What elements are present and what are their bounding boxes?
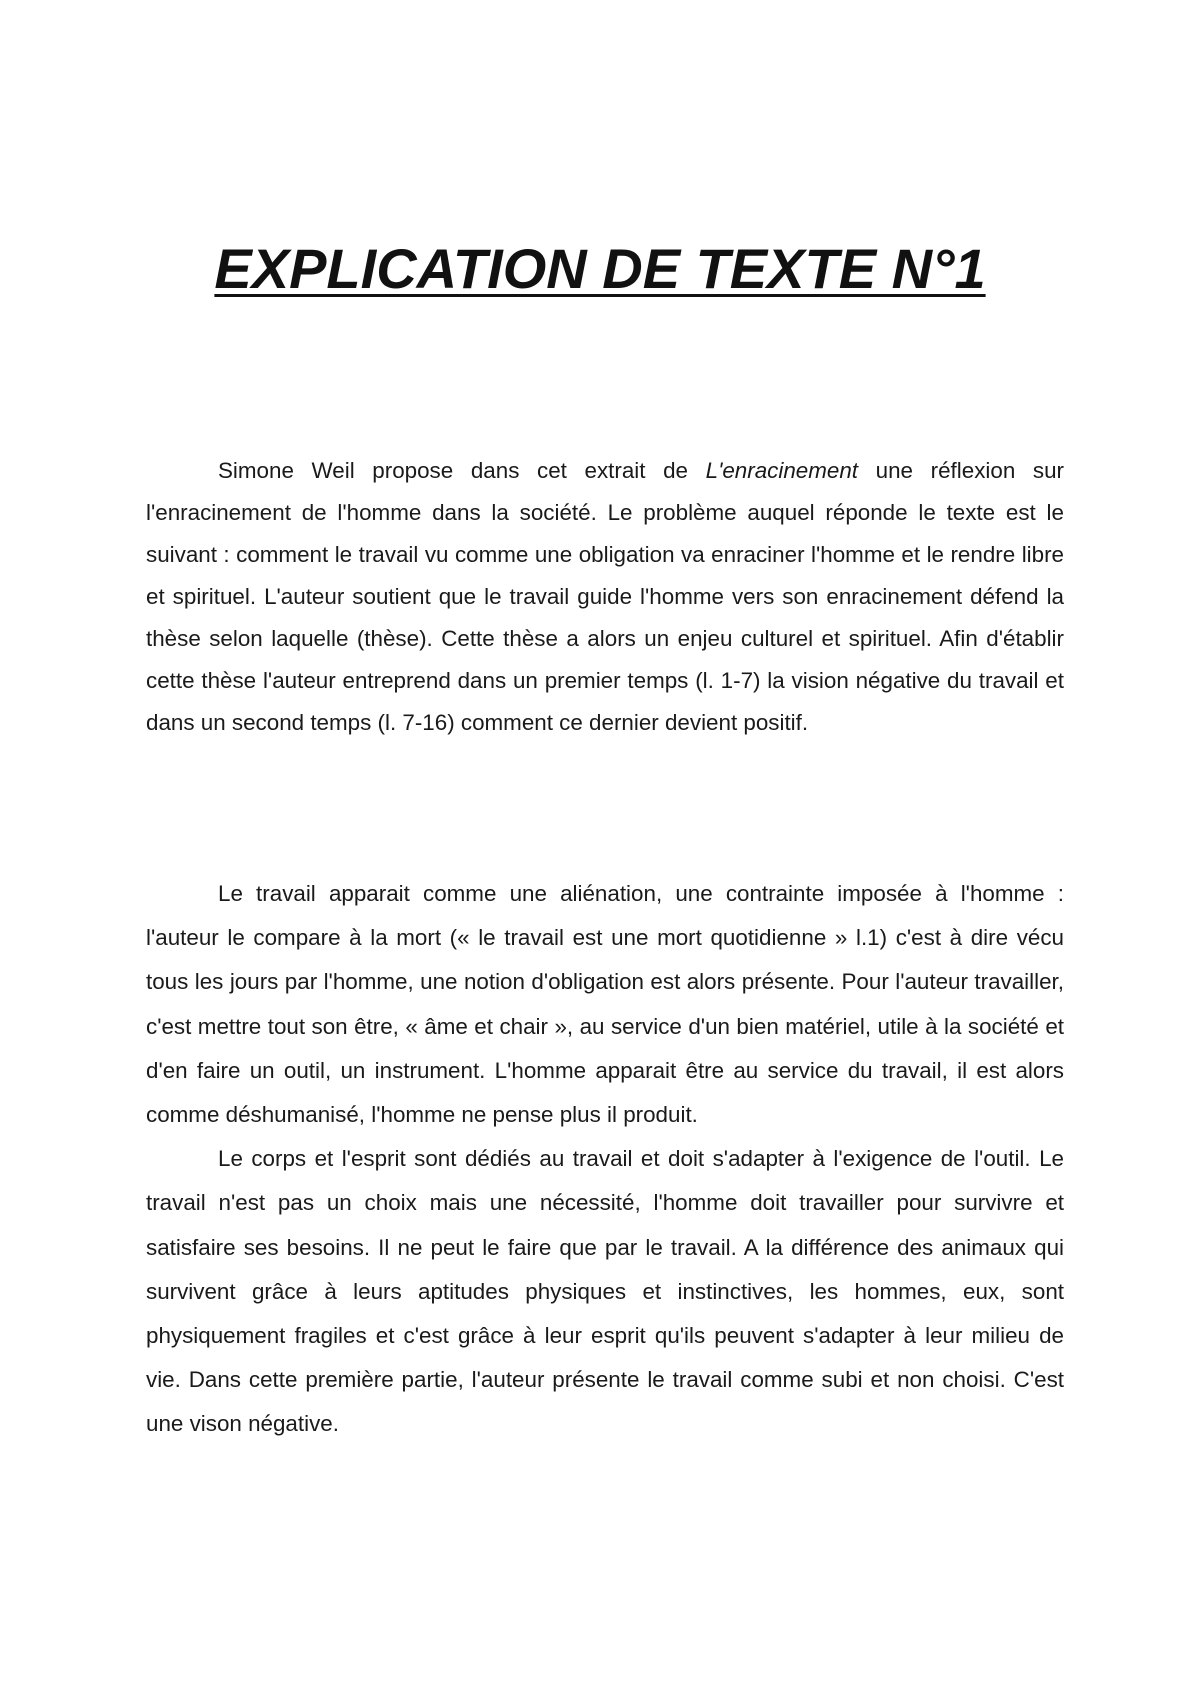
page-title-text: EXPLICATION DE TEXTE N°1 (214, 237, 986, 300)
introduction-paragraph (146, 450, 1064, 744)
book-title-italic: L'enracinement (705, 458, 859, 483)
page-title (0, 234, 1200, 304)
intro-text-end: une réflexion sur l'enracinement de l'homme dans la société. Le problème auquel réponde le texte est le suivant : comment le travail vu comme une obligation va enraciner l'homme et le rendre libre et spirituel. L'auteur soutient que le travail guide l'homme vers son enracinement défend la thèse selon laquelle (thèse). Cette thèse a alors un enjeu culturel et spirituel. Afin d'établir cette thèse l'auteur entreprend dans un premier temps (l. 1-7) la vision négative du travail et dans un second temps (l. 7-16) comment ce dernier devient positif. (146, 458, 1064, 735)
body-paragraph-1: Le travail apparait comme une aliénation, une contrainte imposée à l'homme : l'auteur le compare à la mort (« le travail est une mort quotidienne » l.1) c'est à dire vécu tous les jours par l'homme, une notion d'obligation est alors présente. Pour l'auteur travailler, c'est mettre tout son être, « âme et chair », au service d'un bien matériel, utile à la société et d'en faire un outil, un instrument. L'homme apparait être au service du travail, il est alors comme déshumanisé, l'homme ne pense plus il produit. (146, 881, 1064, 1128)
body-paragraph-2: Le corps et l'esprit sont dédiés au travail et doit s'adapter à l'exigence de l'outil. Le travail n'est pas un choix mais une nécessité, l'homme doit travailler pour survivre et satisfaire ses besoins. Il ne peut le faire que par le travail. A la différence des animaux qui survivent grâce à leurs aptitudes physiques et instinctives, les hommes, eux, sont physiquement fragiles et c'est grâce à leur esprit qu'ils peuvent s'adapter à leur milieu de vie. Dans cette première partie, l'auteur présente le travail comme subi et non choisi. C'est une vison négative. (146, 1146, 1064, 1437)
introduction-block (146, 450, 1064, 744)
first-part-block (146, 872, 1064, 1447)
intro-text-start: Simone Weil propose dans cet extrait de (218, 458, 706, 483)
